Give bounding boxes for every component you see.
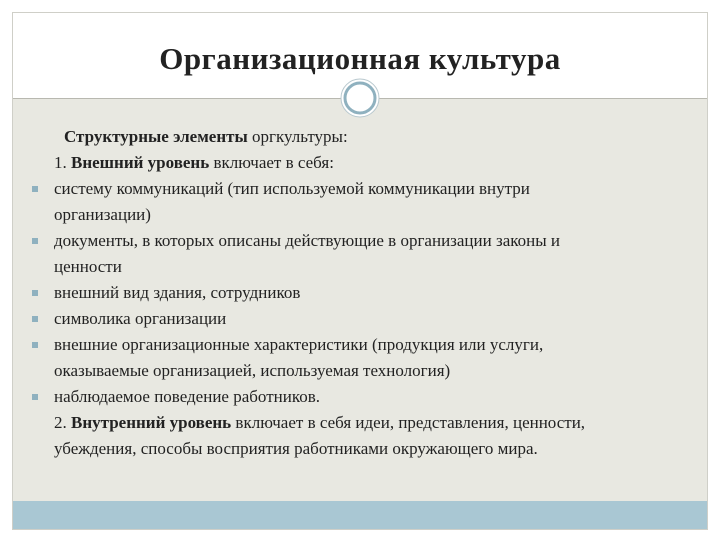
slide-body: [28, 124, 698, 462]
structure-heading-bold: Структурные элементы: [64, 127, 248, 146]
square-bullet-icon: [32, 316, 38, 322]
square-bullet-icon: [32, 290, 38, 296]
outer-level-bold: Внешний уровень: [71, 153, 210, 172]
bullet-text-continued: организации): [54, 205, 151, 224]
bullet-item: [28, 306, 698, 332]
bullet-item: [28, 176, 698, 228]
bullet-text: документы, в которых описаны действующие в организации законы и: [54, 231, 560, 250]
bullet-text: символика организации: [54, 309, 227, 328]
structure-heading: [28, 124, 698, 150]
inner-level-line: [28, 410, 698, 462]
bullet-item: [28, 332, 698, 384]
bullet-text-continued: ценности: [54, 257, 122, 276]
bullet-text: систему коммуникаций (тип используемой коммуникации внутри: [54, 179, 530, 198]
bullet-item: [28, 384, 698, 410]
square-bullet-icon: [32, 186, 38, 192]
bullet-text: наблюдаемое поведение работников.: [54, 387, 320, 406]
bullet-text: внешние организационные характеристики (продукция или услуги,: [54, 335, 544, 354]
outer-level-line: [28, 150, 698, 176]
bullet-text-continued: оказываемые организацией, используемая технология): [54, 361, 451, 380]
inner-level-rest: включает в себя идеи, представления, ценности,: [231, 413, 586, 432]
bullet-item: [28, 228, 698, 280]
accent-bar: [13, 501, 707, 529]
structure-heading-rest: оргкультуры:: [247, 127, 348, 146]
slide-title: Организационная культура: [159, 41, 561, 76]
square-bullet-icon: [32, 394, 38, 400]
ring-ornament-icon: [340, 78, 380, 118]
square-bullet-icon: [32, 238, 38, 244]
inner-level-continued: убеждения, способы восприятия работниками окружающего мира.: [54, 439, 538, 458]
bullet-item: [28, 280, 698, 306]
square-bullet-icon: [32, 342, 38, 348]
outer-level-rest: включает в себя:: [209, 153, 334, 172]
bullet-text: внешний вид здания, сотрудников: [54, 283, 301, 302]
inner-level-bold: Внутренний уровень: [71, 413, 232, 432]
outer-level-prefix: 1.: [54, 153, 71, 172]
inner-level-prefix: 2.: [54, 413, 71, 432]
